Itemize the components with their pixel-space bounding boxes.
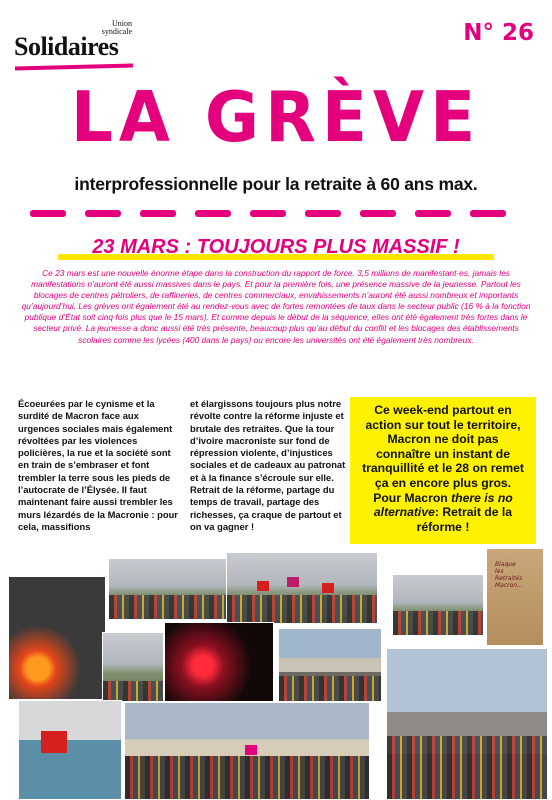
- body-column-1: Écoeurées par le cynisme et la surdité de Macron face aux urgences sociales mais également révoltées par les violences policières, la rue et la société sont en train de s’embraser et font trembler la terre sous les pieds de l’autocrate de l’Élysée. Il faut maintenant faire aussi trembler les murs lézardés de la Macronie : pour cela, massifions: [18, 398, 178, 532]
- crowd-with-flags-photo: [226, 552, 378, 624]
- headline: 23 MARS : TOUJOURS PLUS MASSIF !: [92, 236, 460, 258]
- cgt-banner-photo: [18, 700, 122, 800]
- page-title: LA GRÈVE: [70, 77, 482, 158]
- callout-box: [350, 397, 536, 544]
- red-flare-night-photo: [164, 622, 274, 702]
- logo-underline: [15, 63, 133, 70]
- road-blockade-photo: [102, 632, 164, 702]
- protesters-near-trees-photo: [392, 574, 484, 636]
- logo-union-label: Union syndicale: [101, 19, 132, 36]
- callout-text: Ce week-end partout en action sur tout le territoire, Macron ne doit pas connaître un instant de tranquillité et le 28 on remet ça en encore plus gros. Pour Macron: [362, 403, 524, 505]
- march-on-road-photo: [108, 558, 228, 620]
- body-column-2: et élargissons toujours plus notre révolte contre la réforme injuste et brutale des retraites. Que la tour d’ivoire macroniste sur fond de répression violente, d’injustices sociales et de cadeaux au patronat et à la finance s’écroule sur elle. Retrait de la réforme, partage du temps de travail, partage des richesses, ça craque de partout et on va gagner !: [190, 398, 346, 532]
- callout-italic-text: there is no alternative: [373, 490, 513, 520]
- street-march-photo: [278, 628, 382, 702]
- railway-station-protest-photo: [386, 648, 548, 800]
- city-square-crowd-photo: [124, 702, 370, 800]
- logo-wordmark: Solidaires: [14, 32, 119, 61]
- burning-barricade-photo: [8, 576, 106, 700]
- solidaires-logo: [14, 20, 144, 72]
- intro-paragraph: Ce 23 mars est une nouvelle énorme étape dans la construction du rapport de force. 3,5 millions de manifestant·es, jamais les manifestations n’auront été aussi massives dans le pays. Et pour la première fois, une présence massive de la jeunesse. Partout les blocages de centres pétroliers, de raffineries, de centres commerciaux, envahissements n’auront été aussi nombreux et importants qu’aujourd’hui. Les grèves ont également été au rendez-vous avec de fortes remontées de taux dans le secteur public (16 % à la fonction publique d’État soit cinq fois plus que le 15 mars). Et comme depuis le début de la séquence, elles ont été également très fortes dans le secteur privé. La jeunesse a donc aussi été très présente, beaucoup plus qu’au début du conflit et les blocages des établissements scolaires comme les lycées (400 dans le pays) ou encore les universités ont été également très nombreux.: [21, 268, 531, 345]
- issue-number: N° 26: [463, 20, 534, 46]
- page-subtitle: interprofessionnelle pour la retraite à 60 ans max.: [74, 174, 478, 194]
- callout-text-end: : Retrait de la réforme !: [416, 505, 513, 534]
- handwritten-sign-photo: Blaque les Retraités Macron...: [486, 548, 544, 646]
